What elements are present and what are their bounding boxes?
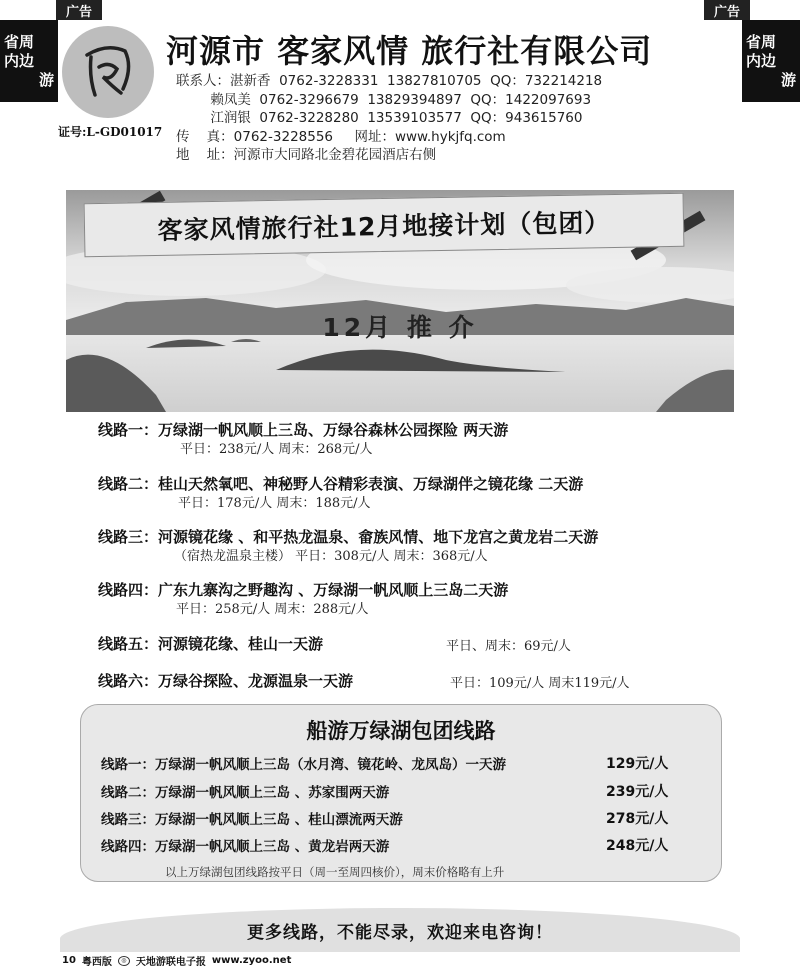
boat-route-4-price: 248元/人 [606, 838, 669, 854]
footer-band [60, 908, 740, 952]
boat-route-1-label: 线路一：万绿湖一帆风顺上三岛（水月湾、镜花岭、龙凤岛）一天游 [101, 757, 506, 773]
side-tab-line: 内边 [746, 51, 777, 70]
calligraphy-logo-icon [73, 37, 143, 107]
boat-section-title: 船游万绿湖包团线路 [306, 719, 496, 743]
contact-line: 江润银 0762-3228280 13539103577 QQ：943615760 [176, 110, 583, 126]
contact-line: 传 真：0762-3228556 网址：www.hykjfq.com [176, 128, 506, 145]
month-recommendation-title: 12月 推 介 [322, 313, 478, 342]
contact-block [176, 72, 602, 165]
publisher-logo-icon: ◎ [118, 956, 130, 966]
banner-ribbon [84, 193, 685, 257]
page-footer [62, 953, 291, 968]
plan-title: 客家风情旅行社12月地接计划（包团） [157, 208, 611, 245]
route-2-label: 线路二：桂山天然氧吧、神秘野人谷精彩表演、万绿湖伴之镜花缘 二天游 [98, 475, 584, 493]
route-1-label: 线路一：万绿湖一帆风顺上三岛、万绿谷森林公园探险 两天游 [98, 421, 509, 439]
footer-cta: 更多线路，不能尽录，欢迎来电咨询！ [247, 922, 553, 943]
publisher-site: www.zyoo.net [211, 955, 292, 966]
contact-line: 赖凤美 0762-3296679 13829394897 QQ：1422097693 [176, 91, 592, 108]
publisher-name: 天地游联电子报 [135, 957, 206, 968]
license-number: 证号:L-GD01017 [58, 125, 163, 139]
route-5-label: 线路五：河源镜花缘、桂山一天游 [98, 635, 324, 653]
company-logo [62, 26, 154, 118]
route-5-price: 平日、周末：69元/人 [446, 639, 571, 654]
ad-tag-right: 广告 [704, 0, 750, 20]
company-name: 河源市 客家风情 旅行社有限公司 [166, 32, 653, 70]
contact-line: 联系人：湛新香 0762-3228331 13827810705 QQ：732214218 [176, 73, 603, 89]
route-2-price: 平日：178元/人 周末：188元/人 [178, 496, 371, 511]
boat-tour-section [80, 704, 722, 882]
side-tab-line: 游 [780, 70, 796, 89]
route-1-price: 平日：238元/人 周末：268元/人 [180, 442, 373, 457]
side-tab-line: 省周 [4, 32, 35, 51]
route-6-label: 线路六：万绿谷探险、龙源温泉一天游 [98, 672, 354, 690]
side-tab-line: 游 [38, 70, 54, 89]
route-6-price: 平日：109元/人 周末119元/人 [450, 676, 630, 691]
contact-line: 地 址：河源市大同路北金碧花园酒店右侧 [176, 147, 437, 163]
ad-tag-left: 广告 [56, 0, 102, 20]
route-4-label: 线路四：广东九寨沟之野趣沟 、万绿湖一帆风顺上三岛二天游 [98, 581, 509, 599]
side-tab-line: 省周 [746, 32, 777, 51]
page-number: 10 [62, 955, 76, 966]
route-4-price: 平日：258元/人 周末：288元/人 [176, 602, 369, 617]
route-3-price: （宿热龙温泉主楼） 平日：308元/人 周末：368元/人 [174, 549, 488, 564]
boat-route-4-label: 线路四：万绿湖一帆风顺上三岛 、黄龙岩两天游 [101, 839, 390, 855]
boat-route-3-price: 278元/人 [606, 811, 669, 827]
boat-route-1-price: 129元/人 [606, 756, 669, 772]
side-tab-left [0, 20, 58, 102]
boat-route-2-label: 线路二：万绿湖一帆风顺上三岛 、苏家围两天游 [101, 785, 390, 801]
page-section: 粤西版 [81, 957, 112, 968]
boat-route-3-label: 线路三：万绿湖一帆风顺上三岛 、桂山漂流两天游 [101, 812, 403, 828]
side-tab-right [742, 20, 800, 102]
side-tab-line: 内边 [4, 51, 35, 70]
boat-route-2-price: 239元/人 [606, 784, 669, 800]
route-3-label: 线路三：河源镜花缘 、和平热龙温泉、畲族风情、地下龙宫之黄龙岩二天游 [98, 528, 599, 546]
boat-price-note: 以上万绿湖包团线路按平日（周一至周四核价），周末价格略有上升 [165, 865, 505, 879]
